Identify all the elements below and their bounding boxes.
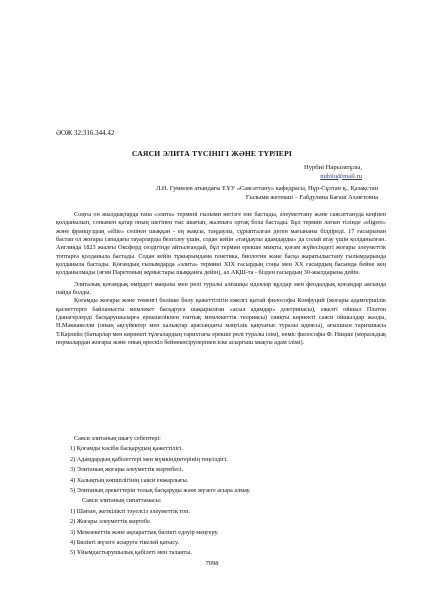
- supervisor-line: Ғылыми жетекші – Ғабдулина Бағаш Ахметовна: [245, 193, 378, 201]
- article-title: САЯСИ ЭЛИТА ТҮСІНІГІ ЖӘНЕ ТҮРЛЕРІ: [131, 149, 293, 158]
- list-characteristics-heading: Саяси элитаның сипаттамасы:: [82, 497, 162, 505]
- list-item: 3) Элитаның жоғары әлеуметтік мәртебесі.: [70, 466, 184, 474]
- list-item: 2) Адамдардың қабілеттері мен мүмкіндіктерінің теңсіздігі.: [70, 455, 228, 463]
- list-item: 1) Қоғамды кәсіби басқарудың қажеттілігі.: [70, 445, 183, 453]
- list-item: 1) Шағын, жеткілікті тәуелсіз әлеуметтік топ.: [70, 507, 190, 515]
- paragraph-thinkers: Қоғамды жоғары және төменгі бөлікке бөлу қажеттілігін ежелгі қытай философы Конфуций (жоғары адамгершілік қасиеттерге байланысты мемлекет басқаруға шақырылған «асыл адамдар» доктринасы), ежелгі ойшыл Платон (данагерлерді басқарушыларға ерекшелікпен таптық мемлекеттік теориясы) сияқты көрнекті саяси ойшылдар жазды, Н.Макиавелли (оның ақсүйектер мен халықтар арасындағы мәңгілік қақтығыс туралы идеясы), ағылшын тарихшысы Т.Карлейл (батырлар мен көрнекті тұлғалардың тарихтағы ерекше рөлі туралы ілім), неміс философы Ф. Ницше (моральдық нормалардан жоғары және оның өрескіл бейнекөсірулерінен іске асырғыш мықты адам ілімі).: [56, 297, 386, 347]
- list-item: 4) Халықтың көпшілігінің саяси енжарлығы.: [70, 476, 189, 484]
- list-item: 5) Элитаның әрекеттерін толық басқаруды және жүзеге асыра алмау.: [70, 487, 251, 495]
- author-email-link[interactable]: nubiiu@mail.ru: [320, 172, 362, 180]
- affiliation-line: Л.Н. Гумилев атындағы ЕҰУ «Саясаттану» кафедрасы, Нұр-Сұлтан қ., Қазақстан: [156, 185, 378, 192]
- article-body: [56, 211, 386, 348]
- paragraph-intro: Соңғы он жылдықтарда ғана «элита» термині ғылыми негізге ене бастады, әлеуметтану және саясаттануда кеңінен қолданылып, сонымен қатар оның шегінен тыс шығып, жалпыға ортақ бола бастады. Бұл термин латын тілінде «eligere» және француздың «elite» сөзінен шыққан - ең жақсы, таңдаулы, сұрыпталған деген мағынаны білдіреді. 17 ғасырынан бастап ол жоғары сападағы тауарларды белгілеу үшін, содан кейін «таңдаулы адамдарды» да солай атау үшін қолданылған. Англияда 1823 жылғы Оксфорд сөздігінде айтылғандай, бұл термин ерекше мықты, қоғам жүйесіндегі жоғары әлеуметтік топтарға қолданыла бастады. Содан кейін тұжырымдама генетика, биология және басқа жаратылыстану ғылымдарында қолданыла бастады. Қоғамдық ғылымдарда «элита» термині XIX ғасырдың соңы мен XX ғасырдың басында бейне кең қолданылмады (яғни Паретоның жұмыстары шыққанға дейін), ал АҚШ-та - бізден ғасырдың 30-жылдарына дейін.: [56, 211, 386, 277]
- list-item: 3) Мемлекеттік және ақпараттық билікті едәуір меңгеру.: [70, 528, 219, 536]
- author-block: [304, 164, 362, 181]
- list-item: 2) Жоғары әлеуметтік мәртебе.: [70, 518, 152, 526]
- list-causes-heading: Саяси элитаның шығу себептері:: [74, 435, 161, 442]
- list-item: 5) Ұйымдастырушылық қабілеті мен таланты.: [70, 549, 192, 557]
- page-number: 7098: [205, 560, 219, 567]
- udk-code: ӘОЖ 32:316.344.42: [56, 129, 115, 137]
- lists-section: [56, 434, 386, 559]
- affiliation-block: [56, 185, 378, 202]
- author-name: Нурбиі Нарызатұлы,: [303, 164, 362, 171]
- list-item: 4) Билікті жүзеге асыруға тікелей қатысу.: [70, 539, 180, 547]
- paragraph-origins: Элиталық қоғамдық өмірдегі маңызы мен рөлі туралы алғашқы идеялар құлдар мен феодалдық қоғамдар аясында пайда болды.: [56, 280, 386, 297]
